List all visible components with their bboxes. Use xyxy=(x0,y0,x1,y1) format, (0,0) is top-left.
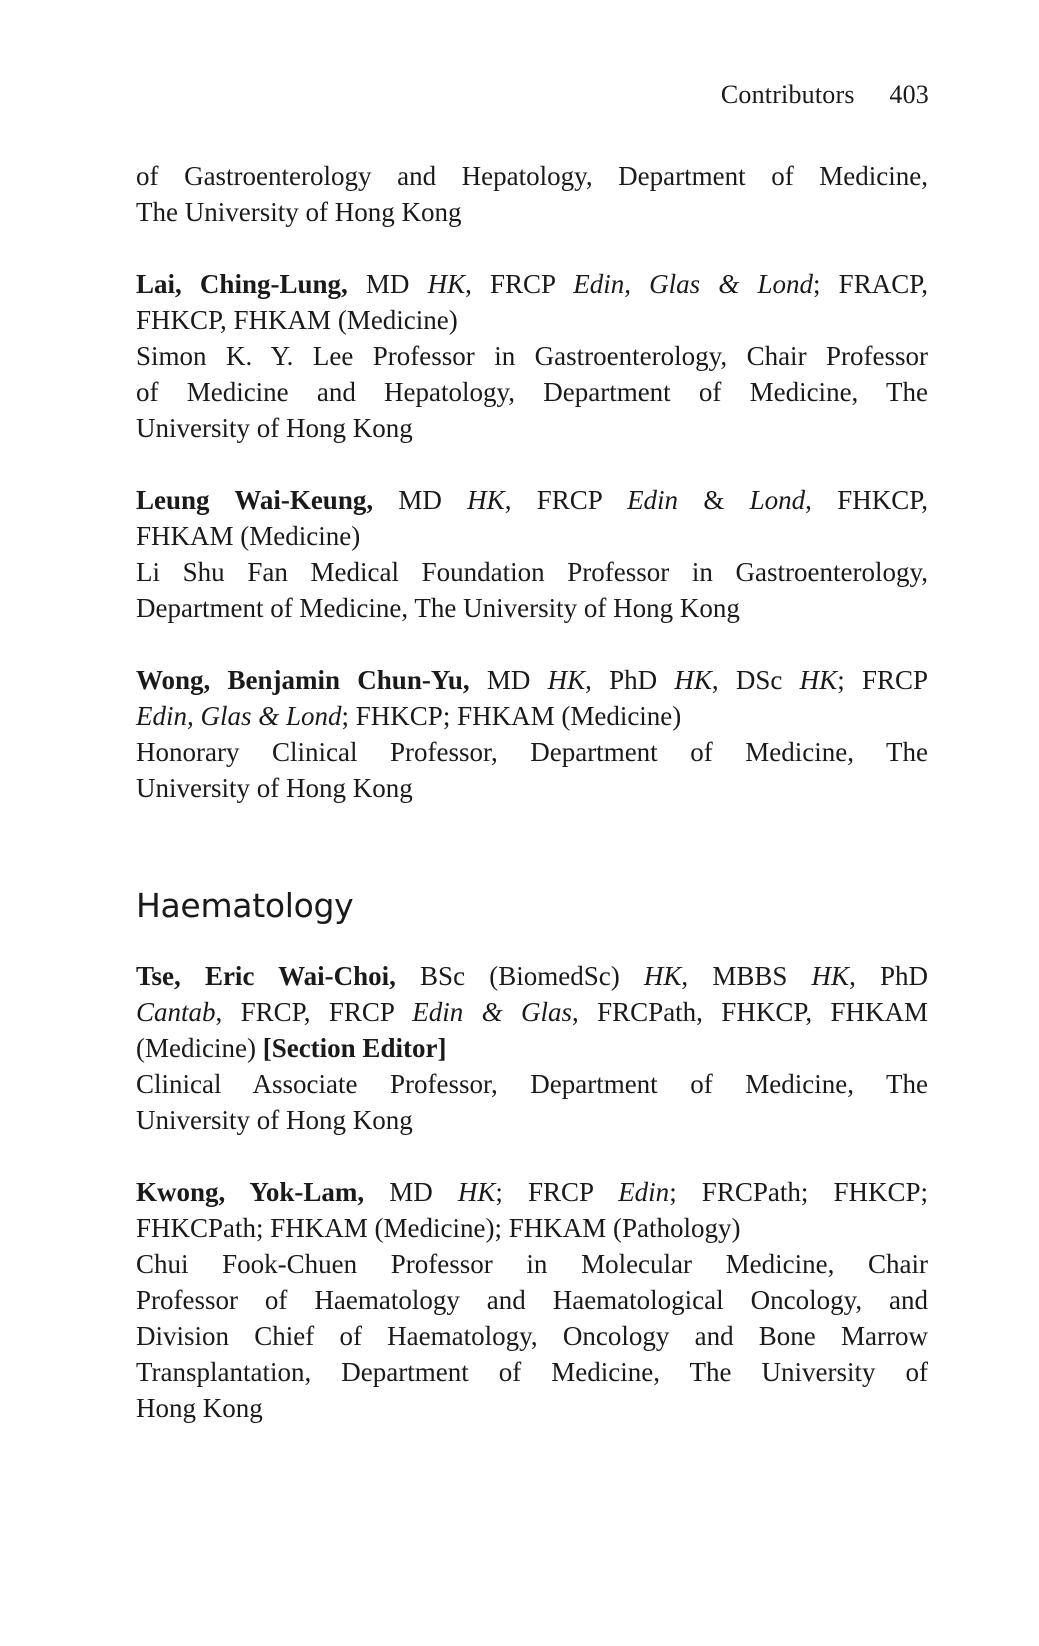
contributor-entry xyxy=(136,958,928,1138)
qualification-text: , PhD xyxy=(585,665,675,695)
qualification-text: ; FRCP xyxy=(837,665,928,695)
qualifications-line xyxy=(136,994,928,1030)
qualification-text: & xyxy=(678,485,750,515)
affiliation-line: Clinical Associate Professor, Department of Medicine, The xyxy=(136,1069,928,1099)
affiliation-line: University of Hong Kong xyxy=(136,413,413,443)
qualification-text: BSc (BiomedSc) xyxy=(395,961,644,991)
qualifications-line xyxy=(136,1174,928,1210)
qualification-text: MD xyxy=(347,269,428,299)
qualification-place: HK xyxy=(643,961,682,991)
section-editor-label: [Section Editor] xyxy=(262,1033,447,1063)
qualification-text: , MBBS xyxy=(681,961,812,991)
affiliation-line: Li Shu Fan Medical Foundation Professor in Gastroenterology, xyxy=(136,557,928,587)
qualifications-line xyxy=(136,958,928,994)
text-line: of Gastroenterology and Hepatology, Department of Medicine, xyxy=(136,161,928,191)
contributor-name: Tse, Eric Wai-Choi, xyxy=(136,961,396,991)
qualification-place: HK xyxy=(467,485,505,515)
qualification-place: Edin xyxy=(618,1177,670,1207)
qualification-place: Edin & Glas xyxy=(412,997,573,1027)
running-head xyxy=(721,80,929,110)
qualification-text: MD xyxy=(364,1177,458,1207)
qualification-place: Edin, Glas & Lond xyxy=(136,701,342,731)
qualification-place: HK xyxy=(799,665,838,695)
contributors-list xyxy=(136,158,928,1462)
affiliation-line: Honorary Clinical Professor, Department of Medicine, The xyxy=(136,737,928,767)
qualifications-line xyxy=(136,698,928,734)
affiliation-line: Division Chief of Haematology, Oncology and Bone Marrow xyxy=(136,1321,928,1351)
contributor-entry xyxy=(136,482,928,626)
qualification-place: HK xyxy=(427,269,466,299)
qualification-place: HK xyxy=(674,665,712,695)
qualifications-line: FHKAM (Medicine) xyxy=(136,521,361,551)
contributor-entry xyxy=(136,1174,928,1426)
section-heading: Haematology xyxy=(136,886,354,925)
qualification-text: ; FHKCP; FHKAM (Medicine) xyxy=(341,701,682,731)
contributor-entry xyxy=(136,662,928,806)
affiliation-line: of Medicine and Hepatology, Department of Medicine, The xyxy=(136,377,928,407)
qualification-text: , PhD xyxy=(849,961,928,991)
qualification-text: MD xyxy=(469,665,548,695)
qualification-place: Edin xyxy=(627,485,679,515)
page-number: 403 xyxy=(889,80,929,109)
affiliation-line: Simon K. Y. Lee Professor in Gastroenterology, Chair Professor xyxy=(136,341,928,371)
qualification-place: Lond xyxy=(749,485,806,515)
qualification-place: Edin, Glas & Lond xyxy=(573,269,814,299)
affiliation-line: Transplantation, Department of Medicine, The University of xyxy=(136,1357,928,1387)
running-head-title: Contributors xyxy=(720,80,855,109)
affiliation-line: Professor of Haematology and Haematological Oncology, and xyxy=(136,1285,928,1315)
contributor-name: Leung Wai-Keung, xyxy=(136,485,374,515)
qualification-text: , FRCPath, FHKCP, FHKAM xyxy=(572,997,928,1027)
qualification-text: ; FRCPath; FHKCP; xyxy=(669,1177,928,1207)
affiliation-line: Hong Kong xyxy=(136,1393,263,1423)
qualification-text: MD xyxy=(373,485,468,515)
qualifications-line xyxy=(136,662,928,698)
contributor-entry xyxy=(136,266,928,446)
affiliation-line: Chui Fook-Chuen Professor in Molecular Medicine, Chair xyxy=(136,1249,928,1279)
qualifications-line xyxy=(136,266,928,302)
affiliation-line: University of Hong Kong xyxy=(136,773,413,803)
qualification-text: , FRCP xyxy=(504,485,628,515)
continued-affiliation xyxy=(136,158,928,230)
qualification-place: HK xyxy=(811,961,850,991)
qualification-text: ; FRCP xyxy=(495,1177,619,1207)
qualification-place: HK xyxy=(457,1177,496,1207)
qualifications-line xyxy=(136,482,928,518)
qualification-text: (Medicine) xyxy=(136,1033,263,1063)
qualifications-line: FHKCPath; FHKAM (Medicine); FHKAM (Pathology) xyxy=(136,1213,741,1243)
text-line: The University of Hong Kong xyxy=(136,197,462,227)
qualification-place: Cantab xyxy=(136,997,216,1027)
qualification-text: , DSc xyxy=(711,665,800,695)
qualification-text: , FRCP, FRCP xyxy=(215,997,413,1027)
qualification-place: HK xyxy=(547,665,586,695)
qualifications-line: FHKCP, FHKAM (Medicine) xyxy=(136,305,458,335)
qualification-text: , FHKCP, xyxy=(805,485,928,515)
contributor-name: Wong, Benjamin Chun-Yu, xyxy=(136,665,470,695)
qualifications-line xyxy=(136,1030,928,1066)
qualification-text: , FRCP xyxy=(465,269,574,299)
qualification-text: ; FRACP, xyxy=(813,269,928,299)
affiliation-line: University of Hong Kong xyxy=(136,1105,413,1135)
contributor-name: Lai, Ching-Lung, xyxy=(136,269,348,299)
contributor-name: Kwong, Yok-Lam, xyxy=(136,1177,365,1207)
affiliation-line: Department of Medicine, The University of Hong Kong xyxy=(136,593,740,623)
